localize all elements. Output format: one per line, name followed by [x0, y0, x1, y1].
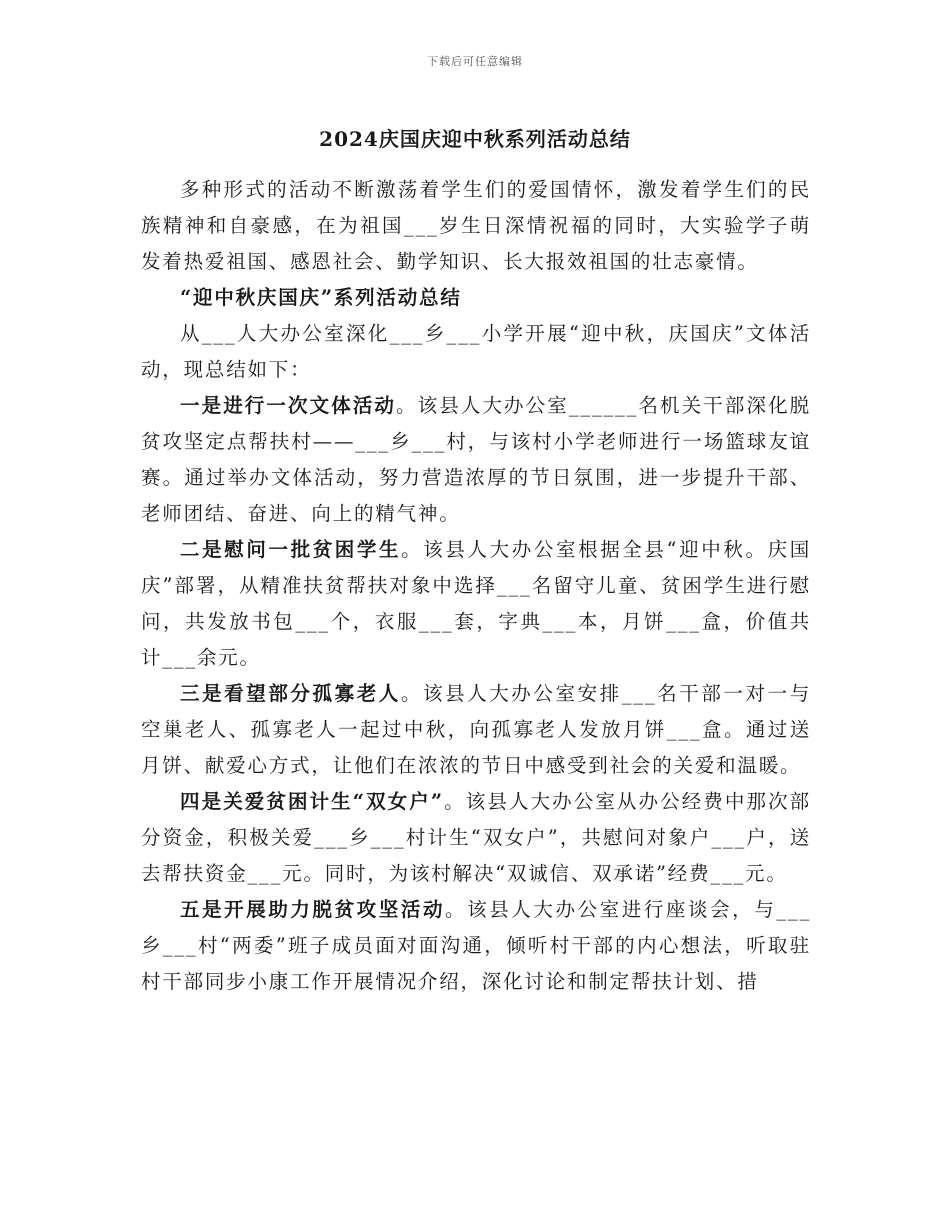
- opening-paragraph: 从___人大办公室深化___乡___小学开展“迎中秋，庆国庆”文体活动，现总结如下：: [141, 322, 811, 381]
- item-lead-1: 一是进行一次文体活动: [180, 394, 397, 417]
- item-text-5: 。该县人大办公室进行座谈会，与___乡___村“两委”班子成员面对面沟通，倾听村干部的内心想法，听取驻村干部同步小康工作开展情况介绍，深化讨论和制定帮扶计划、措: [141, 898, 811, 993]
- document-body: [141, 172, 811, 1000]
- item-text-2: 。该县人大办公室根据全县“迎中秋。庆国庆”部署，从精准扶贫帮扶对象中选择___名留守儿童、贫困学生进行慰问，共发放书包___个，衣服___套，字典___本，月饼___盒，价值共计___余元。: [141, 538, 811, 669]
- item-paragraph-4: [141, 784, 811, 892]
- item-paragraph-3: [141, 676, 811, 784]
- item-paragraph-2: [141, 532, 811, 676]
- item-text-3: 。该县人大办公室安排___名干部一对一与空巢老人、孤寡老人一起过中秋，向孤寡老人发放月饼___盒。通过送月饼、献爱心方式，让他们在浓浓的节日中感受到社会的关爱和温暖。: [141, 682, 811, 777]
- item-text-1: 。该县人大办公室______名机关干部深化脱贫攻坚定点帮扶村——___乡___村，与该村小学老师进行一场篮球友谊赛。通过举办文体活动，努力营造浓厚的节日氛围，进一步提升干部、老师团结、奋进、向上的精气神。: [141, 394, 811, 525]
- intro-paragraph: 多种形式的活动不断激荡着学生们的爱国情怀，激发着学生们的民族精神和自豪感，在为祖国___岁生日深情祝福的同时，大实验学子萌发着热爱祖国、感恩社会、勤学知识、长大报效祖国的壮志豪情。: [141, 178, 811, 273]
- item-lead-3: 三是看望部分孤寡老人: [180, 682, 401, 705]
- item-text-4: 。该县人大办公室从办公经费中那次部分资金，积极关爱___乡___村计生“双女户”，共慰问对象户___户，送去帮扶资金___元。同时，为该村解决“双诚信、双承诺”经费___元。: [141, 790, 811, 885]
- document-title: 2024庆国庆迎中秋系列活动总结: [319, 127, 631, 151]
- section-subheading: “迎中秋庆国庆”系列活动总结: [180, 286, 462, 309]
- item-lead-2: 二是慰问一批贫困学生: [180, 538, 402, 561]
- item-lead-4: 四是关爱贫困计生“双女户”: [180, 790, 444, 813]
- header-note: 下载后可任意编辑: [427, 55, 523, 68]
- item-paragraph-1: [141, 388, 811, 532]
- item-lead-5: 五是开展助力脱贫攻坚活动: [180, 898, 446, 921]
- item-paragraph-5: [141, 892, 811, 1000]
